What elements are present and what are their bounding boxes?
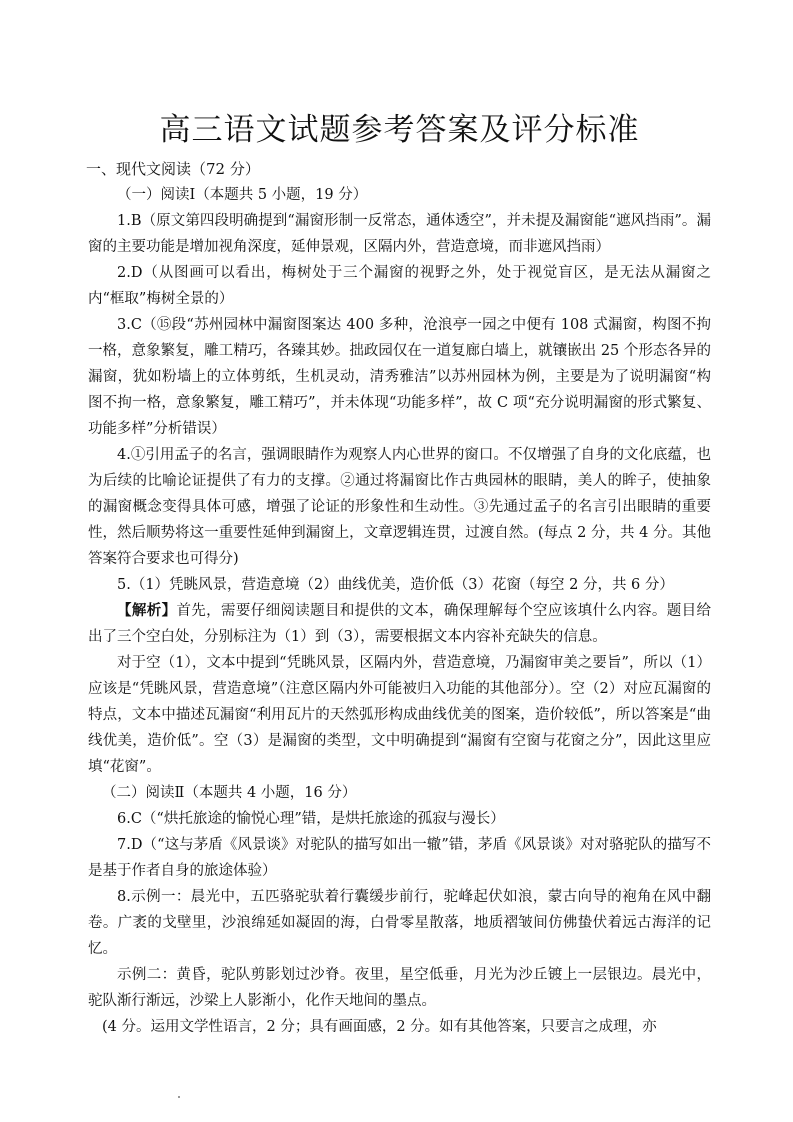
part-heading-reading-2: （二）阅读Ⅱ（本题共 4 小题，16 分） [102, 785, 357, 801]
page-title: 高三语文试题参考答案及评分标准 [159, 112, 640, 148]
answer-q8-scoring: (4 分。运用文学性语言，2 分；具有画面感，2 分。如有其他答案，只要言之成理，亦 [102, 1019, 657, 1035]
answer-q3: 3.C（⑮段“苏州园林中漏窗图案达 400 多种，沧浪亭一园之中便有 108 式漏窗，构图不拘一格，意象繁复，雕工精巧，各臻其妙。拙政园仅在一道复廊白墙上，就镶嵌出 25 个形态各异的漏窗，犹如粉墙上的立体剪纸，生机灵动，清秀雅洁”以苏州园林为例，主要是为了说明漏窗“构图不拘一格，意象繁复，雕工精巧”，并未体现“功能多样”，故 C 项“充分说明漏窗的形式繁复、功能多样”分析错误） [88, 317, 711, 437]
answer-q7: 7.D（“这与茅盾《风景谈》对驼队的描写如出一辙”错，茅盾《风景谈》对对骆驼队的描写不是基于作者自身的旅途体验） [88, 837, 711, 879]
answer-q1: 1.B（原文第四段明确提到“漏窗形制一反常态，通体透空”，并未提及漏窗能“遮风挡雨”。漏窗的主要功能是增加视角深度，延伸景观，区隔内外，营造意境，而非遮风挡雨） [88, 213, 711, 255]
section-heading-modern-reading: 一、现代文阅读（72 分） [86, 160, 260, 178]
answer-q5-analysis [88, 598, 711, 650]
part-heading-reading-1: （一）阅读Ⅰ（本题共 5 小题，19 分） [117, 187, 368, 203]
answer-q8-example-2: 示例二：黄昏，驼队剪影划过沙脊。夜里，星空低垂，月光为沙丘镀上一层银边。晨光中，驼队渐行渐远，沙梁上人影渐小，化作天地间的墨点。 [88, 967, 711, 1009]
answer-q2: 2.D（从图画可以看出，梅树处于三个漏窗的视野之外，处于视觉盲区，是无法从漏窗之内“框取”梅树全景的） [88, 265, 711, 307]
analysis-text: 首先，需要仔细阅读题目和提供的文本，确保理解每个空应该填什么内容。题目给出了三个空白处，分别标注为（1）到（3），需要根据文本内容补充缺失的信息。 [88, 603, 711, 645]
answer-q5-detail: 对于空（1），文本中提到“凭眺风景，区隔内外，营造意境，乃漏窗审美之要旨”，所以（1）应该是“凭眺风景，营造意境”（注意区隔内外可能被归入功能的其他部分）。空（2）对应瓦漏窗的特点，文本中描述瓦漏窗“利用瓦片的天然弧形构成曲线优美的图案，造价较低”，所以答案是“曲线优美，造价低”。空（3）是漏窗的类型，文中明确提到“漏窗有空窗与花窗之分”，因此这里应填“花窗”。 [88, 655, 711, 775]
answer-q6: 6.C（“烘托旅途的愉悦心理”错，是烘托旅途的孤寂与漫长） [117, 811, 505, 827]
analysis-label: 【解析】 [117, 602, 177, 619]
answer-q8-example-1: 8.示例一：晨光中，五匹骆驼驮着行囊缓步前行，驼峰起伏如浪，蒙古向导的袍角在风中翻卷。广袤的戈壁里，沙浪绵延如凝固的海，白骨零星散落，地质褶皱间仿佛蛰伏着远古海洋的记忆。 [88, 889, 711, 957]
answer-q4: 4.①引用孟子的名言，强调眼睛作为观察人内心世界的窗口。不仅增强了自身的文化底蕴，也为后续的比喻论证提供了有力的支撑。②通过将漏窗比作古典园林的眼睛，美人的眸子，使抽象的漏窗概念变得具体可感，增强了论证的形象性和生动性。③先通过孟子的名言引出眼睛的重要性，然后顺势将这一重要性延伸到漏窗上，文章逻辑连贯，过渡自然。(每点 2 分，共 4 分。其他答案符合要求也可得分) [88, 447, 711, 567]
page-mark [178, 1096, 180, 1098]
answer-q5: 5.（1）凭眺风景，营造意境（2）曲线优美，造价低（3）花窗（每空 2 分，共 6 分） [117, 577, 674, 593]
